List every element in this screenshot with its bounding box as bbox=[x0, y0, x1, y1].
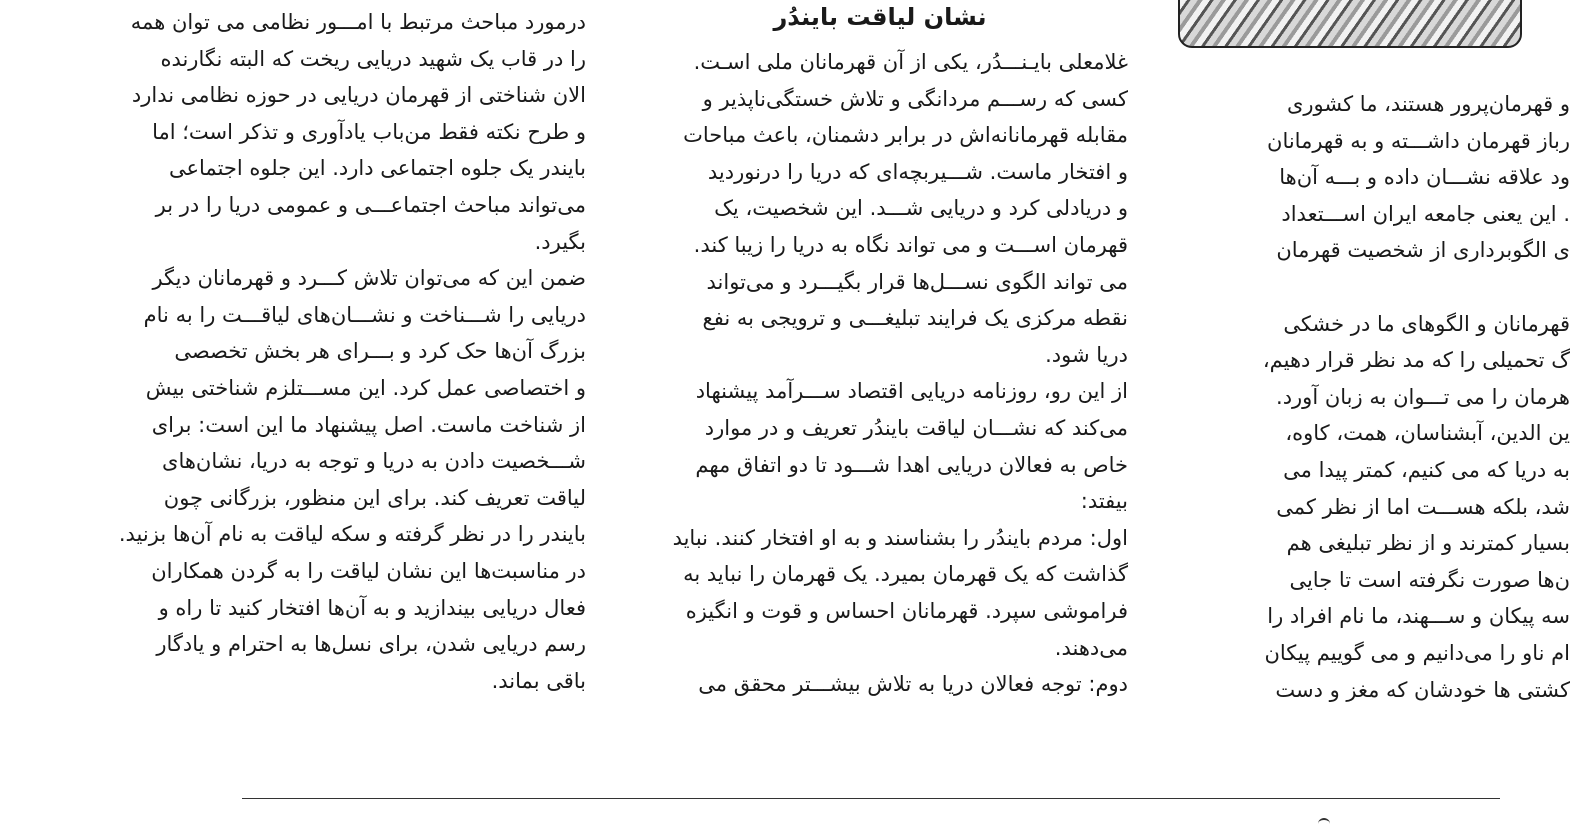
text-line: از این رو، روزنامه دریایی اقتصاد ســـرآمد پیشنهاد bbox=[695, 379, 1128, 404]
text-line: ام ناو را می‌دانیم و می گوییم پیکان bbox=[1264, 640, 1570, 665]
text-line: غلامعلی بایـنـــدُر، یکی از آن قهرمانان ملی اسـت. bbox=[693, 50, 1128, 74]
text-line: و قهرمان‌پرور هستند، ما کشوری bbox=[1286, 92, 1570, 116]
text-line: گذاشت که یک قهرمان بمیرد. یک قهرمان را نباید به bbox=[683, 562, 1128, 587]
text-line: کشتی ها خودشان که مغز و دست bbox=[1275, 677, 1570, 702]
text-line: می تواند الگوی نســـل‌ها قرار بگیـــرد و می‌تواند bbox=[706, 269, 1128, 294]
text-line: فراموشی سپرد. قهرمانان احساس و قوت و انگیزه bbox=[685, 598, 1128, 623]
text-line: و اختصاصی عمل کرد. این مســـتلزم شناختی بیش bbox=[145, 375, 586, 400]
text-line: ن‌ها صورت نگرفته است تا جایی bbox=[1289, 567, 1570, 592]
text-line: و افتخار ماست. شـــیربچه‌ای که دریا را درنوردید bbox=[707, 159, 1128, 184]
text-line: می‌تواند مباحث اجتماعـــی و عمومی دریا را در بر bbox=[155, 192, 586, 217]
text-line: ی الگوبرداری از شخصیت قهرمان bbox=[1276, 238, 1570, 263]
text-line: مقابله قهرمانانه‌اش در برابر دشمنان، باعث مباحات bbox=[683, 123, 1128, 148]
text-line bbox=[1170, 269, 1570, 306]
text-line: را در قاب یک شهید دریایی ریخت که البته نگارنده bbox=[160, 46, 586, 71]
text-line: بایندر یک جلوه اجتماعی دارد. این جلوه اجتماعی bbox=[169, 156, 586, 181]
text-column-left bbox=[92, 4, 586, 699]
text-line: می‌کند که نشـــان لیاقت بایندُر تعریف و در موارد bbox=[704, 415, 1128, 440]
text-line: و طرح نکته فقط من‌باب یادآوری و تذکر است؛ اما bbox=[152, 119, 586, 144]
text-line: به دریا که می کنیم، کمتر پیدا می bbox=[1283, 457, 1570, 482]
text-line: . این یعنی جامعه ایران اســـتعداد bbox=[1281, 201, 1570, 226]
text-line: الان شناختی از قهرمان دریایی در حوزه نظامی ندارد bbox=[131, 83, 586, 108]
text-line: رسم دریایی شدن، برای نسل‌ها به احترام و یادگار bbox=[156, 632, 586, 657]
text-line: دریایی را شـــناخت و نشـــان‌های لیاقـــت را به نام bbox=[143, 302, 586, 327]
page-divider-rule bbox=[242, 798, 1500, 799]
text-line: اول: مردم بایندُر را بشناسند و به او افتخار کنند. نباید bbox=[672, 525, 1128, 550]
text-line: بسیار کمترند و از نظر تبلیغی هم bbox=[1286, 531, 1570, 556]
text-line: کسی که رســـم مردانگی و تلاش خستگی‌ناپذیر و bbox=[702, 86, 1128, 111]
text-line: و دریادلی کرد و دریایی شـــد. این شخصیت، یک bbox=[714, 196, 1128, 221]
text-line: قهرمان اســـت و می تواند نگاه به دریا را زیبا کند. bbox=[693, 232, 1128, 257]
text-line: از شناخت ماست. اصل پیشنهاد ما این است: برای bbox=[151, 412, 586, 437]
text-line: بگیرد. bbox=[534, 229, 586, 254]
text-line: ضمن این که می‌توان تلاش کـــرد و قهرمانان دیگر bbox=[152, 266, 586, 291]
text-line: قهرمانان و الگوهای ما در خشکی bbox=[1283, 311, 1570, 336]
text-line: ود علاقه نشـــان داده و بـــه آن‌ها bbox=[1279, 165, 1570, 190]
text-column-right bbox=[1170, 86, 1570, 708]
text-line: رباز قهرمان داشـــته و به قهرمانان bbox=[1267, 128, 1570, 153]
text-line: می‌دهند. bbox=[1054, 635, 1128, 660]
text-line: گ تحمیلی را که مد نظر قرار دهیم، bbox=[1262, 348, 1570, 373]
article-title: نشان لیاقت بایندُر bbox=[773, 3, 987, 31]
text-line: بزرگ آن‌ها حک کرد و بـــرای هر بخش تخصصی bbox=[174, 339, 586, 364]
text-line: دوم: توجه فعالان دریا به تلاش بیشـــتر محقق می bbox=[698, 672, 1128, 697]
text-line: ین الدین، آبشناسان، همت، کاوه، bbox=[1285, 421, 1570, 446]
text-line: بایندر را در نظر گرفته و سکه لیاقت به نام آن‌ها بزنید. bbox=[118, 522, 586, 547]
text-line: باقی بماند. bbox=[491, 668, 586, 693]
text-column-middle bbox=[632, 44, 1128, 703]
article-photo bbox=[1178, 0, 1522, 48]
text-line: شـــخصیت دادن به دریا و توجه به دریا، نشان‌های bbox=[162, 449, 586, 474]
text-line: بیفتد: bbox=[1080, 489, 1128, 514]
text-line: هرمان را می تـــوان به زبان آورد. bbox=[1276, 384, 1570, 409]
text-line: فعال دریایی بیندازید و به آن‌ها افتخار کنید تا راه و bbox=[158, 595, 586, 620]
text-line: دریا شود. bbox=[1045, 342, 1128, 367]
text-line: سه پیکان و ســـهند، ما نام افراد را bbox=[1267, 604, 1570, 629]
text-line: در مناسبت‌ها این نشان لیاقت را به گردن همکاران bbox=[151, 558, 586, 583]
margin-mark bbox=[1318, 818, 1330, 826]
text-line: نقطه مرکزی یک فرایند تبلیغـــی و ترویجی به نفع bbox=[702, 306, 1128, 331]
text-line: درمورد مباحث مرتبط با امـــور نظامی می توان همه bbox=[130, 10, 586, 34]
text-line: لیاقت تعریف کند. برای این منظور، بزرگانی چون bbox=[163, 485, 586, 510]
text-line: خاص به فعالان دریایی اهدا شـــود تا دو اتفاق مهم bbox=[695, 452, 1128, 477]
text-line: شد، بلکه هســـت اما از نظر کمی bbox=[1276, 494, 1570, 519]
